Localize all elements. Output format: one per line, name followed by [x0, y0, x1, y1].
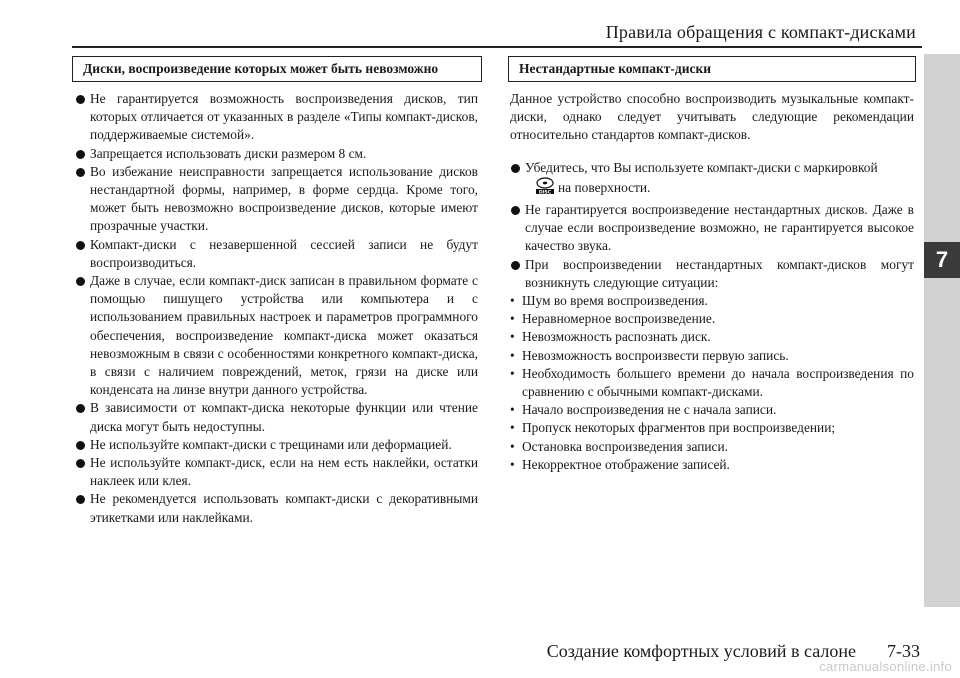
list-item: Не используйте компакт-диски с трещинами или деформацией. [75, 436, 478, 454]
list-item: В зависимости от компакт-диска некоторые функции или чтение диска могут быть недоступны. [75, 399, 478, 435]
list-item: Не рекомендуется использовать компакт-диски с декоративными этикетками или наклейками. [75, 490, 478, 526]
list-item [510, 159, 914, 197]
situation-item: • Остановка воспроизведения записи. [510, 438, 914, 456]
list-item: Не гарантируется воспроизведение нестандартных дисков. Даже в случае если воспроизведение возможно, не гарантируется высокое качество звука. [510, 201, 914, 256]
footer-section-title: Создание комфортных условий в салоне [546, 641, 856, 661]
situation-item: • Начало воспроизведения не с начала записи. [510, 401, 914, 419]
list-item: Не гарантируется возможность воспроизведения дисков, тип которых отличается от указанных в разделе «Типы компакт-дисков, поддерживаемые системой». [75, 90, 478, 145]
list-item: При воспроизведении нестандартных компакт-дисков могут возникнуть следующие ситуации: [510, 256, 914, 292]
situation-item: • Некорректное отображение записей. [510, 456, 914, 474]
situation-item: • Шум во время воспроизведения. [510, 292, 914, 310]
page-header-title: Правила обращения с компакт-дисками [605, 22, 916, 42]
right-section-heading: Нестандартные компакт-диски [508, 56, 916, 82]
list-item: Во избежание неисправности запрещается использование дисков нестандартной формы, например, в форме сердца. Кроме того, может быть невозможно воспроизведение дисков, которые имеют прозрачные участки. [75, 163, 478, 236]
left-section-heading: Диски, воспроизведение которых может быть невозможно [72, 56, 482, 82]
right-section-body [510, 90, 914, 474]
svg-text:DISC: DISC [538, 190, 552, 195]
list-item: Даже в случае, если компакт-диск записан в правильном формате с помощью пишущего устройства или компьютера и с использованием правильных настроек и параметров программного обеспечения, воспроизведение компакт-диска может оказаться невозможным в связи с особенностями конкретного компакт-диска, в связи с наличием повреждений, меток, грязи на диске или конденсата на линзе внутри данного устройства. [75, 272, 478, 399]
chapter-side-tab [924, 54, 960, 607]
list-item: Запрещается использовать диски размером 8 см. [75, 145, 478, 163]
situation-item: • Невозможность распознать диск. [510, 328, 914, 346]
watermark: carmanualsonline.info [819, 659, 952, 674]
list-item-suffix: на поверхности. [558, 179, 651, 195]
list-item: Не используйте компакт-диск, если на нем есть наклейки, остатки наклеек или клея. [75, 454, 478, 490]
compact-disc-logo-icon [535, 177, 555, 195]
situation-item: • Невозможность воспроизвести первую запись. [510, 347, 914, 365]
situation-item: • Необходимость большего времени до начала воспроизведения по сравнению с обычными компакт-дисками. [510, 365, 914, 401]
situation-item: • Неравномерное воспроизведение. [510, 310, 914, 328]
list-item: Компакт-диски с незавершенной сессией записи не будут воспроизводиться. [75, 236, 478, 272]
left-section-body [75, 90, 478, 527]
list-item-text: Убедитесь, что Вы используете компакт-диски с маркировкой [525, 159, 878, 175]
page-number: 7-33 [887, 641, 920, 661]
header-divider [72, 46, 922, 48]
chapter-number: 7 [924, 242, 960, 278]
intro-paragraph: Данное устройство способно воспроизводить музыкальные компакт-диски, однако следует учитывать следующие рекомендации относительно стандартов компакт-дисков. [510, 91, 914, 143]
situation-item: • Пропуск некоторых фрагментов при воспроизведении; [510, 419, 914, 437]
